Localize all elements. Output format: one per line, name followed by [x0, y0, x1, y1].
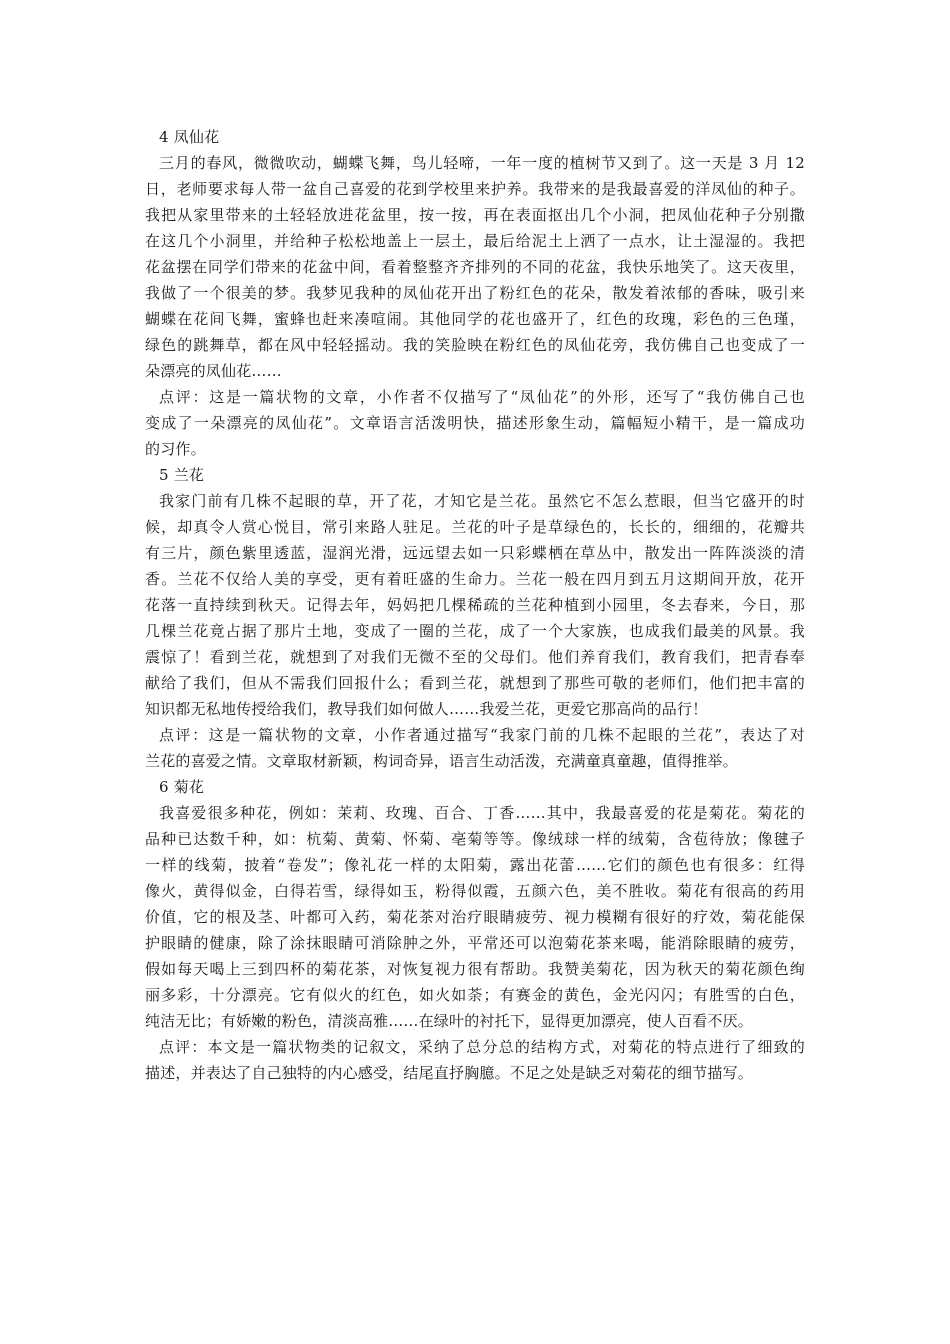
- comment-line: 点评：这是一篇状物的文章，小作者不仅描写了“凤仙花”的外形，还写了“我仿佛自己也: [159, 388, 805, 406]
- section-heading-5: 5 兰花: [159, 466, 205, 484]
- body-line: 护眼睛的健康，除了涂抹眼睛可消除肿之外，平常还可以泡菊花茶来喝，能消除眼睛的疲劳，: [145, 934, 805, 952]
- body-line: 绿色的跳舞草，都在风中轻轻摇动。我的笑脸映在粉红色的凤仙花旁，我仿佛自己也变成了一: [145, 336, 805, 354]
- body-line: 知识都无私地传授给我们，教导我们如何做人……我爱兰花，更爱它那高尚的品行！: [145, 700, 708, 718]
- body-line: 我把从家里带来的土轻轻放进花盆里，按一按，再在表面抠出几个小洞，把凤仙花种子分别撒: [145, 206, 805, 224]
- body-line: 香。兰花不仅给人美的享受，更有着旺盛的生命力。兰花一般在四月到五月这期间开放，花开: [145, 570, 805, 588]
- body-line: 像火，黄得似金，白得若雪，绿得如玉，粉得似霞，五颜六色，美不胜收。菊花有很高的药用: [145, 882, 805, 900]
- body-line: 日，老师要求每人带一盆自己喜爱的花到学校里来护养。我带来的是我最喜爱的洋凤仙的种子。: [145, 180, 805, 198]
- body-line: 在这几个小洞里，并给种子松松地盖上一层土，最后给泥土上洒了一点水，让土湿湿的。我把: [145, 232, 805, 250]
- document-page: [145, 124, 805, 1086]
- body-line: 我做了一个很美的梦。我梦见我种的凤仙花开出了粉红色的花朵，散发着浓郁的香味，吸引来: [145, 284, 805, 302]
- comment-line: 变成了一朵漂亮的凤仙花”。文章语言活泼明快，描述形象生动，篇幅短小精干，是一篇成功: [145, 414, 805, 432]
- comment-line: 的习作。: [145, 440, 206, 458]
- comment-line: 点评：本文是一篇状物类的记叙文，采纳了总分总的结构方式，对菊花的特点进行了细致的: [159, 1038, 805, 1056]
- body-line: 蝴蝶在花间飞舞，蜜蜂也赶来凑喧闹。其他同学的花也盛开了，红色的玫瑰，彩色的三色瑾，: [145, 310, 805, 328]
- section-heading-4: 4 凤仙花: [159, 128, 220, 146]
- body-line: 花落一直持续到秋天。记得去年，妈妈把几棵稀疏的兰花种植到小园里，冬去春来，今日，那: [145, 596, 805, 614]
- body-line: 一样的线菊，披着“卷发”；像礼花一样的太阳菊，露出花蕾……它们的颜色也有很多：红得: [145, 856, 805, 874]
- body-line: 候，却真令人赏心悦目，常引来路人驻足。兰花的叶子是草绿色的，长长的，细细的，花瓣共: [145, 518, 805, 536]
- body-line: 花盆摆在同学们带来的花盆中间，看着整整齐齐排列的不同的花盆，我快乐地笑了。这天夜里，: [145, 258, 805, 276]
- body-line: 我喜爱很多种花，例如：茉莉、玫瑰、百合、丁香……其中，我最喜爱的花是菊花。菊花的: [159, 804, 805, 822]
- body-line: 品种已达数千种，如：杭菊、黄菊、怀菊、亳菊等等。像绒球一样的绒菊，含苞待放；像毽子: [145, 830, 805, 848]
- body-line: 假如每天喝上三到四杯的菊花茶，对恢复视力很有帮助。我赞美菊花，因为秋天的菊花颜色绚: [145, 960, 805, 978]
- body-line: 丽多彩，十分漂亮。它有似火的红色，如火如荼；有赛金的黄色，金光闪闪；有胜雪的白色，: [145, 986, 805, 1004]
- comment-line: 兰花的喜爱之情。文章取材新颖，构词奇异，语言生动活泼，充满童真童趣，值得推举。: [145, 752, 738, 770]
- body-line: 我家门前有几株不起眼的草，开了花，才知它是兰花。虽然它不怎么惹眼，但当它盛开的时: [159, 492, 805, 510]
- body-line: 几棵兰花竟占据了那片土地，变成了一圈的兰花，成了一个大家族，也成我们最美的风景。我: [145, 622, 805, 640]
- section-heading-6: 6 菊花: [159, 778, 205, 796]
- body-line: 震惊了！看到兰花，就想到了对我们无微不至的父母们。他们养育我们，教育我们，把青春奉: [145, 648, 805, 666]
- body-line: 纯洁无比；有娇嫩的粉色，清淡高雅……在绿叶的衬托下，显得更加漂亮，使人百看不厌。: [145, 1012, 754, 1030]
- body-line: 朵漂亮的凤仙花……: [145, 362, 282, 380]
- body-line: 价值，它的根及茎、叶都可入药，菊花茶对治疗眼睛疲劳、视力模糊有很好的疗效，菊花能保: [145, 908, 805, 926]
- body-line: 有三片，颜色紫里透蓝，湿润光滑，远远望去如一只彩蝶栖在草丛中，散发出一阵阵淡淡的清: [145, 544, 805, 562]
- body-line: 献给了我们，但从不需我们回报什么；看到兰花，就想到了那些可敬的老师们，他们把丰富的: [145, 674, 805, 692]
- comment-line: 描述，并表达了自己独特的内心感受，结尾直抒胸臆。不足之处是缺乏对菊花的细节描写。: [145, 1064, 754, 1082]
- body-line: 三月的春风，微微吹动，蝴蝶飞舞，鸟儿轻啼，一年一度的植树节又到了。这一天是 3 月 12: [159, 154, 805, 172]
- comment-line: 点评：这是一篇状物的文章，小作者通过描写“我家门前的几株不起眼的兰花”，表达了对: [159, 726, 805, 744]
